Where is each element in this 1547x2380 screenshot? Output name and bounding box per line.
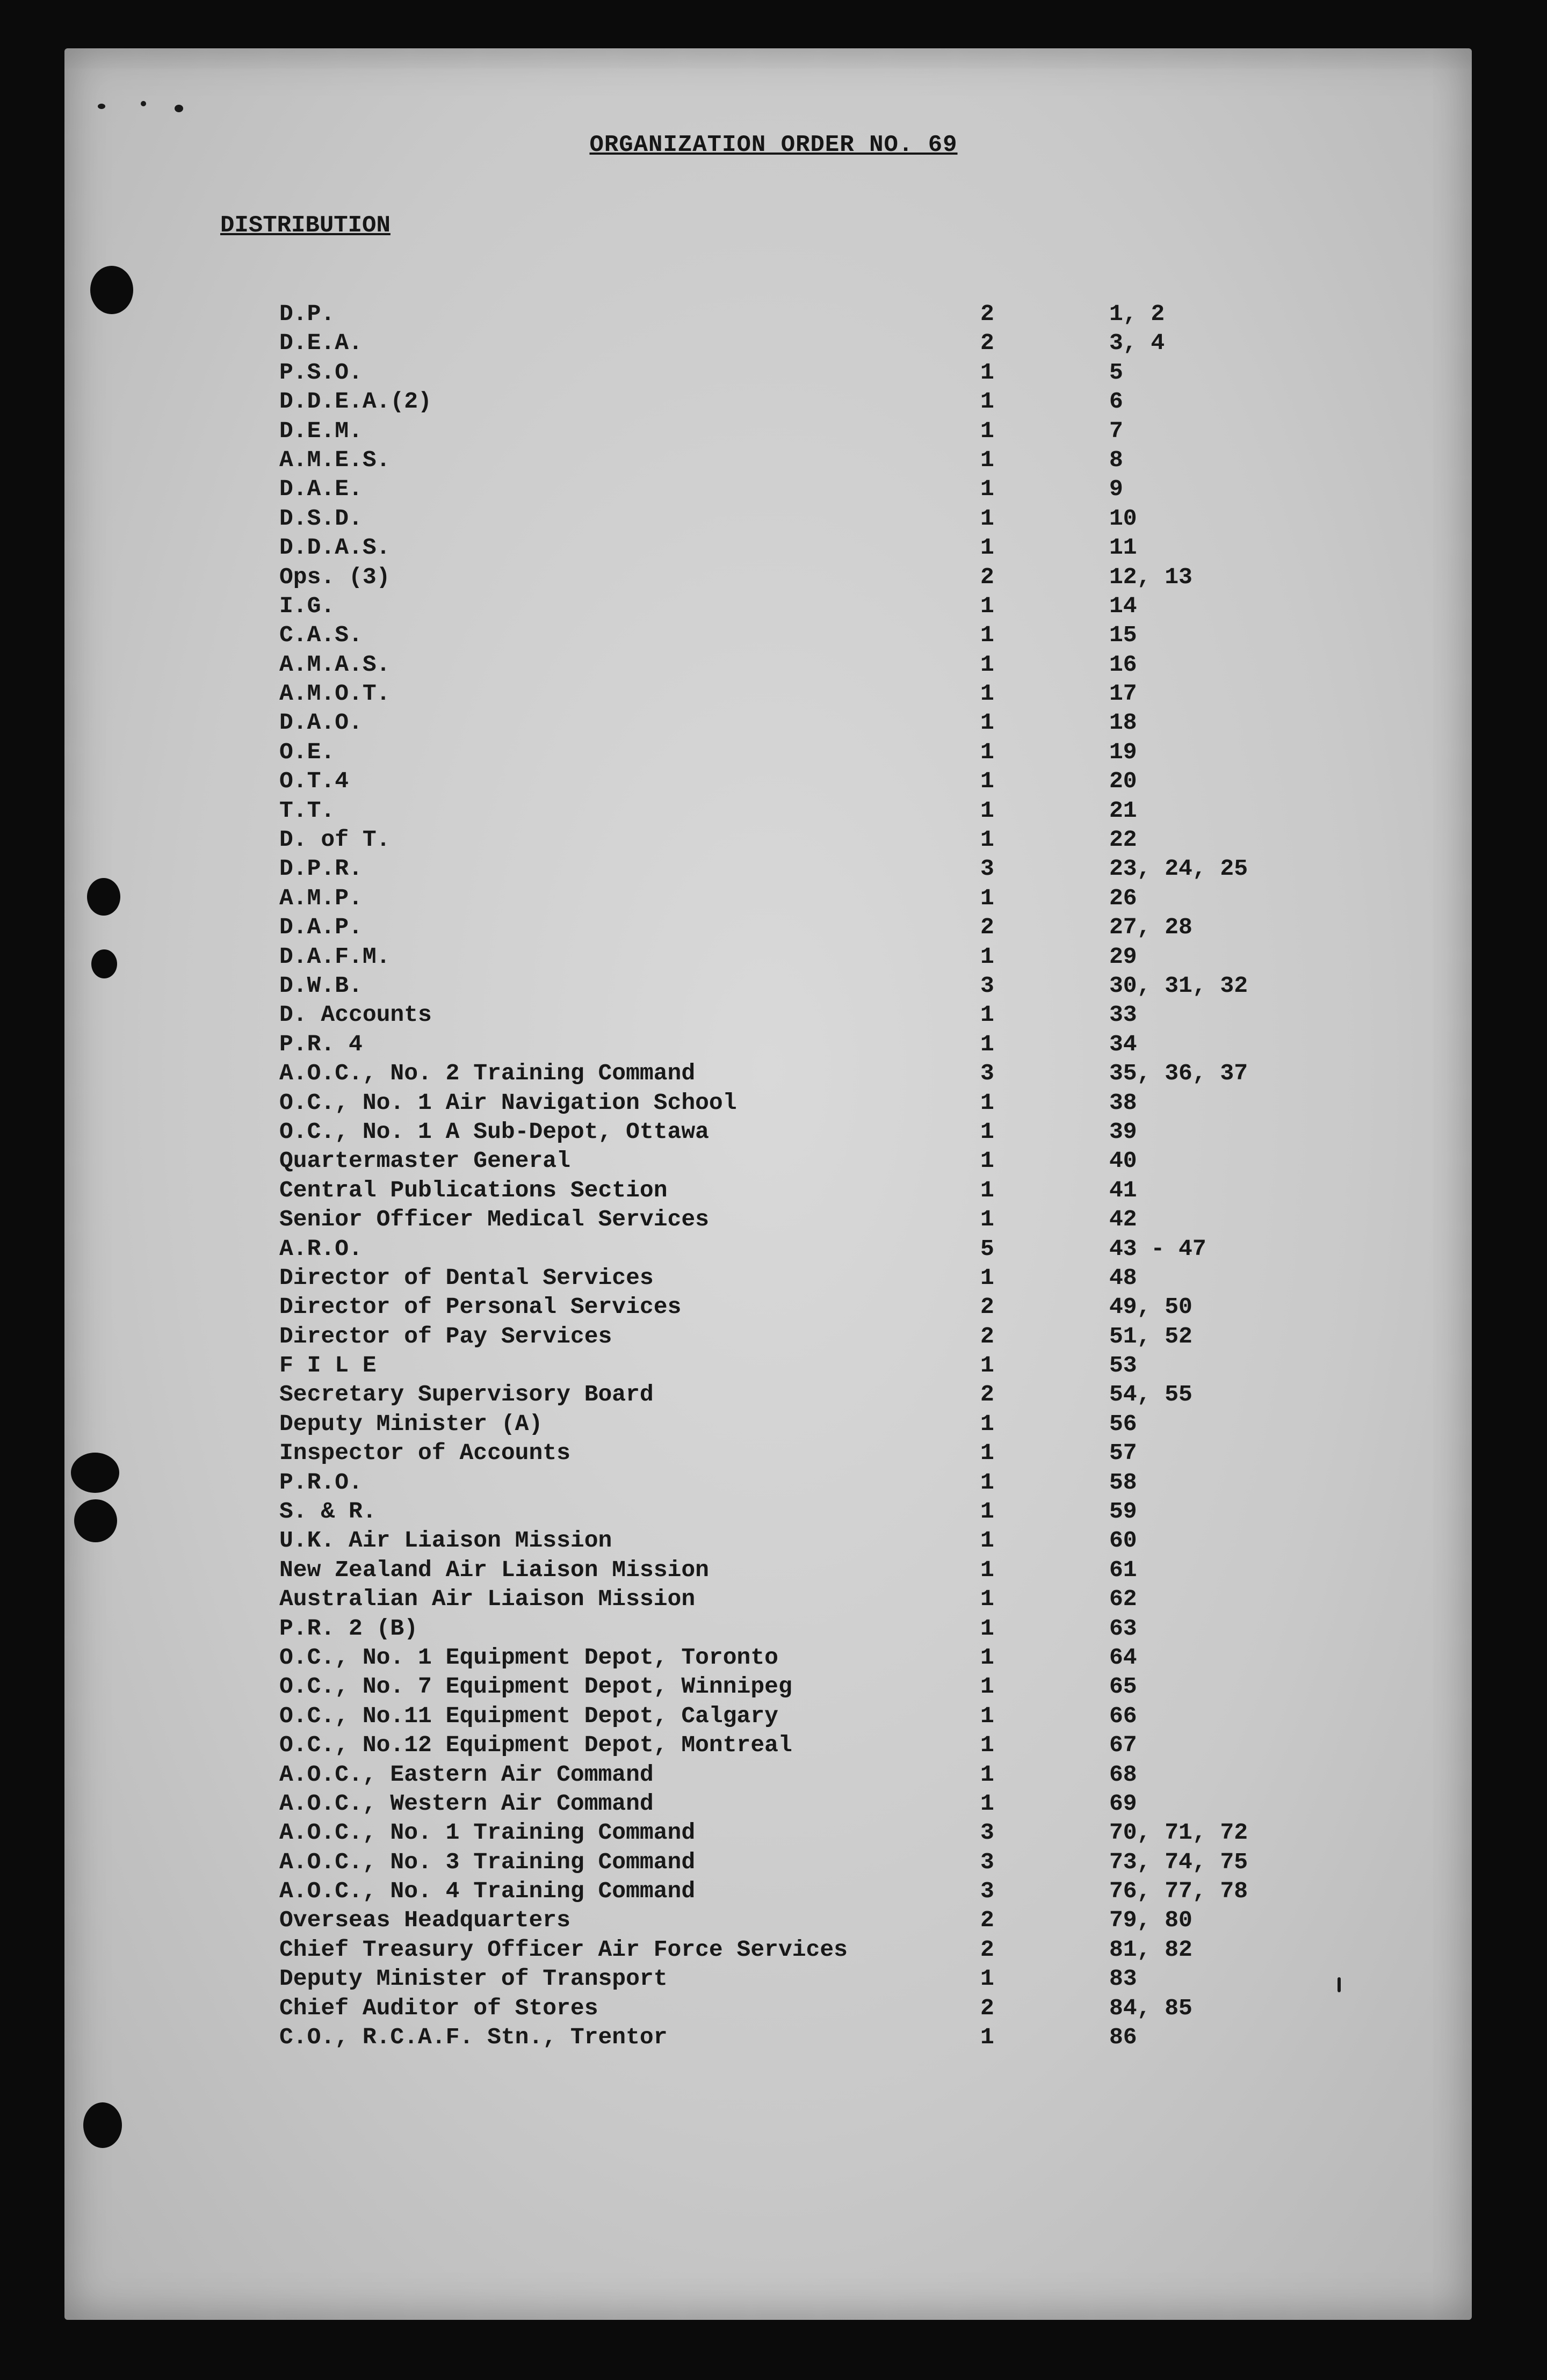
copy-count: 1 — [980, 709, 994, 736]
distribution-unit: P.S.O. — [279, 359, 363, 386]
distribution-unit: O.C., No. 1 Air Navigation School — [279, 1089, 737, 1116]
copy-numbers: 21 — [1109, 797, 1137, 824]
distribution-heading: DISTRIBUTION — [220, 212, 391, 239]
copy-count: 1 — [980, 1410, 994, 1437]
copy-count: 3 — [980, 1878, 994, 1905]
distribution-unit: F I L E — [279, 1352, 377, 1379]
copy-numbers: 83 — [1109, 1965, 1137, 1992]
distribution-unit: D. of T. — [279, 826, 391, 853]
copy-numbers: 63 — [1109, 1615, 1137, 1642]
distribution-unit: Overseas Headquarters — [279, 1907, 570, 1934]
distribution-row — [279, 1818, 1354, 1847]
distribution-unit: A.O.C., Eastern Air Command — [279, 1761, 654, 1788]
distribution-row — [279, 1293, 1354, 1322]
distribution-unit: Senior Officer Medical Services — [279, 1206, 709, 1233]
distribution-row — [279, 1380, 1354, 1409]
copy-count: 1 — [980, 1965, 994, 1992]
copy-numbers: 41 — [1109, 1177, 1137, 1203]
distribution-row — [279, 1205, 1354, 1234]
copy-numbers: 64 — [1109, 1644, 1137, 1671]
distribution-unit: D.D.E.A.(2) — [279, 388, 432, 415]
ink-speck — [175, 105, 183, 112]
copy-numbers: 27, 28 — [1109, 914, 1192, 941]
distribution-unit: S. & R. — [279, 1498, 377, 1525]
distribution-row — [279, 1614, 1354, 1643]
distribution-row — [279, 1526, 1354, 1555]
distribution-unit: T.T. — [279, 797, 335, 824]
copy-count: 1 — [980, 1469, 994, 1496]
distribution-unit: D.E.M. — [279, 417, 363, 444]
distribution-unit: D.A.E. — [279, 476, 363, 503]
distribution-unit: I.G. — [279, 592, 335, 619]
copy-numbers: 11 — [1109, 534, 1137, 561]
distribution-row — [279, 1497, 1354, 1526]
distribution-unit: D.S.D. — [279, 505, 363, 532]
copy-count: 1 — [980, 417, 994, 444]
copy-numbers: 6 — [1109, 388, 1123, 415]
distribution-row — [279, 1935, 1354, 1964]
punch-hole-6 — [83, 2102, 122, 2148]
copy-numbers: 84, 85 — [1109, 1994, 1192, 2021]
distribution-row — [279, 2023, 1354, 2052]
copy-count: 1 — [980, 1732, 994, 1759]
copy-numbers: 57 — [1109, 1440, 1137, 1467]
copy-count: 1 — [980, 884, 994, 911]
distribution-row — [279, 1994, 1354, 2023]
distribution-unit: D.A.F.M. — [279, 943, 391, 970]
distribution-unit: Deputy Minister of Transport — [279, 1965, 668, 1992]
distribution-unit: O.E. — [279, 738, 335, 765]
copy-count: 1 — [980, 1002, 994, 1028]
distribution-row — [279, 1059, 1354, 1088]
copy-numbers: 3, 4 — [1109, 330, 1165, 357]
distribution-row — [279, 1176, 1354, 1205]
copy-count: 2 — [980, 330, 994, 357]
copy-count: 1 — [980, 1498, 994, 1525]
distribution-row — [279, 1672, 1354, 1701]
copy-count: 1 — [980, 1089, 994, 1116]
distribution-unit: Director of Pay Services — [279, 1323, 612, 1349]
copy-numbers: 29 — [1109, 943, 1137, 970]
distribution-unit: O.C., No.11 Equipment Depot, Calgary — [279, 1702, 778, 1729]
copy-count: 1 — [980, 534, 994, 561]
distribution-row — [279, 1585, 1354, 1614]
copy-count: 1 — [980, 768, 994, 795]
distribution-unit: C.O., R.C.A.F. Stn., Trentor — [279, 2024, 668, 2051]
copy-numbers: 54, 55 — [1109, 1381, 1192, 1408]
distribution-row — [279, 767, 1354, 796]
copy-numbers: 23, 24, 25 — [1109, 855, 1248, 882]
copy-count: 1 — [980, 1440, 994, 1467]
copy-numbers: 40 — [1109, 1148, 1137, 1174]
distribution-unit: A.M.A.S. — [279, 651, 391, 678]
copy-count: 1 — [980, 1586, 994, 1613]
distribution-unit: Inspector of Accounts — [279, 1440, 570, 1467]
distribution-row — [279, 387, 1354, 416]
copy-count: 1 — [980, 622, 994, 649]
distribution-unit: A.M.P. — [279, 884, 363, 911]
distribution-row — [279, 1089, 1354, 1118]
distribution-unit: A.O.C., No. 3 Training Command — [279, 1848, 696, 1875]
distribution-row — [279, 1235, 1354, 1264]
copy-numbers: 66 — [1109, 1702, 1137, 1729]
distribution-row — [279, 446, 1354, 475]
copy-count: 2 — [980, 563, 994, 590]
copy-numbers: 86 — [1109, 2024, 1137, 2051]
distribution-row — [279, 504, 1354, 533]
distribution-row — [279, 708, 1354, 737]
distribution-unit: Central Publications Section — [279, 1177, 668, 1203]
copy-numbers: 39 — [1109, 1118, 1137, 1145]
copy-numbers: 15 — [1109, 622, 1137, 649]
copy-numbers: 14 — [1109, 592, 1137, 619]
distribution-unit: A.M.O.T. — [279, 680, 391, 707]
distribution-unit: A.O.C., Western Air Command — [279, 1790, 654, 1817]
distribution-unit: Deputy Minister (A) — [279, 1410, 543, 1437]
distribution-unit: Director of Personal Services — [279, 1294, 682, 1320]
copy-numbers: 61 — [1109, 1556, 1137, 1583]
copy-count: 1 — [980, 1790, 994, 1817]
copy-count: 3 — [980, 855, 994, 882]
distribution-row — [279, 679, 1354, 708]
copy-count: 1 — [980, 359, 994, 386]
distribution-row — [279, 738, 1354, 767]
copy-numbers: 81, 82 — [1109, 1936, 1192, 1963]
copy-count: 1 — [980, 1702, 994, 1729]
distribution-row — [279, 329, 1354, 358]
copy-numbers: 10 — [1109, 505, 1137, 532]
copy-count: 3 — [980, 1819, 994, 1846]
copy-count: 1 — [980, 2024, 994, 2051]
distribution-unit: O.C., No.12 Equipment Depot, Montreal — [279, 1732, 792, 1759]
copy-numbers: 70, 71, 72 — [1109, 1819, 1248, 1846]
copy-count: 1 — [980, 1761, 994, 1788]
distribution-row — [279, 1322, 1354, 1351]
copy-numbers: 67 — [1109, 1732, 1137, 1759]
copy-count: 1 — [980, 1031, 994, 1057]
copy-numbers: 49, 50 — [1109, 1294, 1192, 1320]
copy-numbers: 22 — [1109, 826, 1137, 853]
distribution-unit: O.C., No. 1 A Sub-Depot, Ottawa — [279, 1118, 709, 1145]
copy-count: 1 — [980, 1177, 994, 1203]
distribution-row — [279, 1439, 1354, 1468]
copy-count: 3 — [980, 1060, 994, 1087]
copy-numbers: 60 — [1109, 1527, 1137, 1554]
copy-numbers: 65 — [1109, 1673, 1137, 1700]
distribution-unit: Secretary Supervisory Board — [279, 1381, 654, 1408]
copy-numbers: 5 — [1109, 359, 1123, 386]
copy-numbers: 26 — [1109, 884, 1137, 911]
distribution-list — [279, 300, 1354, 2052]
copy-numbers: 7 — [1109, 417, 1123, 444]
distribution-unit: Australian Air Liaison Mission — [279, 1586, 696, 1613]
punch-hole-1 — [90, 266, 133, 314]
copy-numbers: 19 — [1109, 738, 1137, 765]
distribution-row — [279, 884, 1354, 913]
copy-count: 1 — [980, 1148, 994, 1174]
distribution-row — [279, 417, 1354, 446]
copy-count: 2 — [980, 1323, 994, 1349]
distribution-unit: Chief Treasury Officer Air Force Services — [279, 1936, 848, 1963]
distribution-unit: O.T.4 — [279, 768, 349, 795]
distribution-row — [279, 1410, 1354, 1439]
distribution-row — [279, 533, 1354, 562]
distribution-unit: Quartermaster General — [279, 1148, 570, 1174]
copy-count: 2 — [980, 1907, 994, 1934]
copy-count: 1 — [980, 592, 994, 619]
distribution-unit: U.K. Air Liaison Mission — [279, 1527, 612, 1554]
distribution-row — [279, 592, 1354, 621]
copy-count: 1 — [980, 680, 994, 707]
copy-count: 1 — [980, 1118, 994, 1145]
distribution-unit: D.P.R. — [279, 855, 363, 882]
distribution-unit: D. Accounts — [279, 1002, 432, 1028]
distribution-unit: New Zealand Air Liaison Mission — [279, 1556, 709, 1583]
distribution-row — [279, 621, 1354, 650]
copy-count: 1 — [980, 1673, 994, 1700]
copy-numbers: 69 — [1109, 1790, 1137, 1817]
distribution-row — [279, 1643, 1354, 1672]
copy-numbers: 42 — [1109, 1206, 1137, 1233]
ink-speck — [141, 101, 146, 106]
copy-count: 5 — [980, 1235, 994, 1262]
distribution-row — [279, 971, 1354, 1000]
distribution-unit: A.O.C., No. 1 Training Command — [279, 1819, 696, 1846]
distribution-unit: D.P. — [279, 301, 335, 327]
copy-numbers: 30, 31, 32 — [1109, 972, 1248, 999]
distribution-unit: Ops. (3) — [279, 563, 391, 590]
copy-count: 1 — [980, 826, 994, 853]
copy-numbers: 56 — [1109, 1410, 1137, 1437]
copy-numbers: 33 — [1109, 1002, 1137, 1028]
document-title: ORGANIZATION ORDER NO. 69 — [589, 132, 958, 158]
copy-count: 1 — [980, 476, 994, 503]
distribution-unit: D.A.O. — [279, 709, 363, 736]
distribution-unit: P.R. 4 — [279, 1031, 363, 1057]
distribution-row — [279, 1118, 1354, 1147]
punch-hole-2 — [87, 878, 120, 916]
copy-numbers: 62 — [1109, 1586, 1137, 1613]
copy-count: 1 — [980, 446, 994, 473]
distribution-row — [279, 1351, 1354, 1380]
distribution-unit: A.R.O. — [279, 1235, 363, 1262]
copy-count: 2 — [980, 301, 994, 327]
distribution-row — [279, 1760, 1354, 1789]
distribution-unit: O.C., No. 1 Equipment Depot, Toronto — [279, 1644, 778, 1671]
distribution-row — [279, 1030, 1354, 1059]
distribution-row — [279, 1877, 1354, 1906]
distribution-row — [279, 1000, 1354, 1029]
distribution-unit: C.A.S. — [279, 622, 363, 649]
copy-count: 3 — [980, 1848, 994, 1875]
distribution-row — [279, 1468, 1354, 1497]
punch-hole-5 — [74, 1499, 117, 1542]
distribution-unit: A.O.C., No. 2 Training Command — [279, 1060, 696, 1087]
distribution-unit: O.C., No. 7 Equipment Depot, Winnipeg — [279, 1673, 792, 1700]
copy-count: 1 — [980, 943, 994, 970]
copy-count: 1 — [980, 738, 994, 765]
copy-numbers: 51, 52 — [1109, 1323, 1192, 1349]
distribution-unit: P.R. 2 (B) — [279, 1615, 418, 1642]
copy-numbers: 16 — [1109, 651, 1137, 678]
copy-count: 1 — [980, 1206, 994, 1233]
copy-numbers: 43 - 47 — [1109, 1235, 1206, 1262]
copy-count: 1 — [980, 1264, 994, 1291]
distribution-unit: Chief Auditor of Stores — [279, 1994, 598, 2021]
distribution-unit: D.A.P. — [279, 914, 363, 941]
distribution-row — [279, 796, 1354, 825]
distribution-row — [279, 1906, 1354, 1935]
copy-numbers: 17 — [1109, 680, 1137, 707]
distribution-unit: D.E.A. — [279, 330, 363, 357]
copy-count: 1 — [980, 797, 994, 824]
copy-count: 2 — [980, 1936, 994, 1963]
copy-count: 1 — [980, 1644, 994, 1671]
copy-numbers: 9 — [1109, 476, 1123, 503]
copy-numbers: 1, 2 — [1109, 301, 1165, 327]
distribution-row — [279, 475, 1354, 504]
copy-numbers: 18 — [1109, 709, 1137, 736]
distribution-row — [279, 1147, 1354, 1176]
copy-count: 2 — [980, 1994, 994, 2021]
distribution-unit: D.W.B. — [279, 972, 363, 999]
copy-count: 1 — [980, 1556, 994, 1583]
distribution-row — [279, 854, 1354, 883]
distribution-unit: P.R.O. — [279, 1469, 363, 1496]
distribution-row — [279, 1702, 1354, 1731]
copy-count: 1 — [980, 388, 994, 415]
copy-numbers: 76, 77, 78 — [1109, 1878, 1248, 1905]
copy-numbers: 58 — [1109, 1469, 1137, 1496]
copy-numbers: 73, 74, 75 — [1109, 1848, 1248, 1875]
copy-count: 1 — [980, 505, 994, 532]
copy-numbers: 38 — [1109, 1089, 1137, 1116]
distribution-row — [279, 1789, 1354, 1818]
distribution-row — [279, 1848, 1354, 1877]
copy-numbers: 12, 13 — [1109, 563, 1192, 590]
punch-hole-4 — [71, 1453, 119, 1493]
copy-numbers: 34 — [1109, 1031, 1137, 1057]
distribution-unit: Director of Dental Services — [279, 1264, 654, 1291]
distribution-unit: D.D.A.S. — [279, 534, 391, 561]
distribution-row — [279, 913, 1354, 942]
copy-numbers: 8 — [1109, 446, 1123, 473]
distribution-row — [279, 825, 1354, 854]
distribution-row — [279, 1556, 1354, 1585]
distribution-row — [279, 1264, 1354, 1293]
copy-numbers: 35, 36, 37 — [1109, 1060, 1248, 1087]
copy-count: 1 — [980, 1615, 994, 1642]
copy-count: 1 — [980, 1352, 994, 1379]
copy-numbers: 20 — [1109, 768, 1137, 795]
copy-count: 1 — [980, 1527, 994, 1554]
distribution-unit: A.M.E.S. — [279, 446, 391, 473]
copy-count: 2 — [980, 1294, 994, 1320]
distribution-row — [279, 300, 1354, 329]
copy-numbers: 68 — [1109, 1761, 1137, 1788]
distribution-row — [279, 563, 1354, 592]
copy-numbers: 48 — [1109, 1264, 1137, 1291]
ink-speck — [98, 104, 105, 109]
distribution-row — [279, 650, 1354, 679]
distribution-row — [279, 942, 1354, 971]
distribution-row — [279, 1731, 1354, 1760]
copy-count: 2 — [980, 914, 994, 941]
copy-numbers: 79, 80 — [1109, 1907, 1192, 1934]
copy-count: 1 — [980, 651, 994, 678]
copy-numbers: 53 — [1109, 1352, 1137, 1379]
distribution-unit: A.O.C., No. 4 Training Command — [279, 1878, 696, 1905]
distribution-row — [279, 1964, 1354, 1993]
copy-count: 2 — [980, 1381, 994, 1408]
copy-count: 3 — [980, 972, 994, 999]
punch-hole-3 — [91, 949, 117, 978]
copy-numbers: 59 — [1109, 1498, 1137, 1525]
distribution-row — [279, 358, 1354, 387]
